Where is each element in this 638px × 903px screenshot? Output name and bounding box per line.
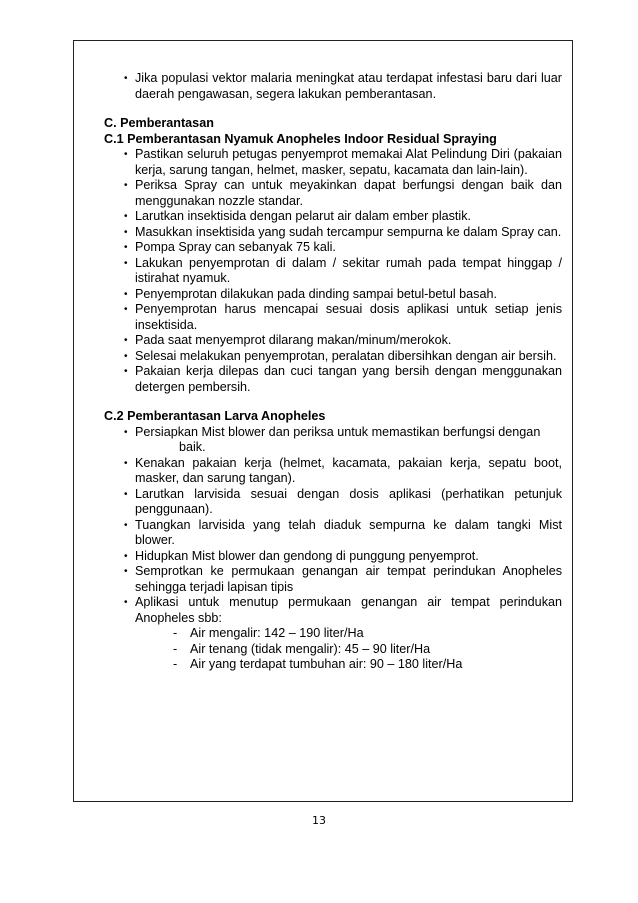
bullet-icon: • [124,550,128,562]
bullet-icon: • [124,597,128,608]
list-item: • Pakaian kerja dilepas dan cuci tangan yang bersih dengan menggunakan detergen pembersih. [124,364,562,394]
list-item: • Lakukan penyemprotan di dalam / sekitar rumah pada tempat hinggap / istirahat nyamuk. [124,255,562,285]
list-item: • Persiapkan Mist blower dan periksa untuk memastikan berfungsi dengan baik. [124,424,541,454]
spacer [104,395,562,409]
spacer [104,102,562,116]
dash-icon: - [173,641,178,656]
list-item: • Pada saat menyemprot dilarang makan/minum/merokok. [124,333,452,347]
dosage-item: - Air yang terdapat tumbuhan air: 90 – 180 liter/Ha [173,657,463,671]
section-c-heading: C. Pemberantasan [104,116,214,130]
list-item: • Kenakan pakaian kerja (helmet, kacamata, pakaian kerja, sepatu boot, masker, dan sarung tangan). [124,455,562,485]
list-item: • Larutkan larvisida sesuai dengan dosis aplikasi (perhatikan petunjuk penggunaan). [124,486,562,516]
section-c1-heading: C.1 Pemberantasan Nyamuk Anopheles Indoor Residual Spraying [104,131,497,146]
document-body [104,71,562,673]
bullet-icon: • [124,519,128,531]
list-item: • Selesai melakukan penyemprotan, peralatan dibersihkan dengan air bersih. [124,348,557,363]
bullet-icon: • [124,73,128,84]
section-c2-heading: C.2 Pemberantasan Larva Anopheles [104,409,326,423]
list-item: • Penyemprotan dilakukan pada dinding sampai betul-betul basah. [124,286,497,301]
dosage-item: - Air mengalir: 142 – 190 liter/Ha [173,626,364,640]
bullet-icon: • [124,304,128,315]
intro-list [104,71,562,102]
list-item: • Aplikasi untuk menutup permukaan genangan air tempat perindukan Anopheles sbb: [124,595,562,625]
bullet-icon: • [124,180,128,191]
bullet-icon: • [124,488,128,500]
bullet-icon: • [124,211,128,222]
bullet-icon: • [124,426,128,438]
list-item: • Periksa Spray can untuk meyakinkan dapat berfungsi dengan baik dan menggunakan nozzle standar. [124,178,562,208]
bullet-icon: • [124,149,128,160]
dosage-item: - Air tenang (tidak mengalir): 45 – 90 liter/Ha [173,641,431,656]
c1-list [104,147,562,395]
bullet-icon: • [124,457,128,469]
list-item: • Jika populasi vektor malaria meningkat atau terdapat infestasi baru dari luar daerah pengawasan, segera lakukan pemberantasan. [124,71,562,101]
list-item: • Pastikan seluruh petugas penyemprot memakai Alat Pelindung Diri (pakaian kerja, sarung tangan, helmet, masker, sepatu, kacamata dan lain-lain). [124,147,562,177]
bullet-icon: • [124,226,128,238]
bullet-icon: • [124,257,128,269]
bullet-icon: • [124,288,128,300]
list-item: • Penyemprotan harus mencapai sesuai dosis aplikasi untuk setiap jenis insektisida. [124,302,562,332]
list-item: • Pompa Spray can sebanyak 75 kali. [124,240,336,254]
list-item: • Tuangkan larvisida yang telah diaduk sempurna ke dalam tangki Mist blower. [124,517,562,547]
c2-list [104,425,562,627]
dosage-list [104,626,562,673]
bullet-icon: • [124,566,128,577]
bullet-icon: • [124,350,128,362]
list-item: • Larutkan insektisida dengan pelarut air dalam ember plastik. [124,209,472,223]
dash-icon: - [173,626,178,640]
bullet-icon: • [124,335,128,346]
page-number: 13 [312,814,326,827]
bullet-icon: • [124,242,128,253]
dash-icon: - [173,657,178,671]
list-item: • Masukkan insektisida yang sudah tercampur sempurna ke dalam Spray can. [124,224,562,239]
bullet-icon: • [124,366,128,377]
list-item: • Hidupkan Mist blower dan gendong di punggung penyemprot. [124,548,479,563]
list-item: • Semprotkan ke permukaan genangan air tempat perindukan Anopheles sehingga terjadi lapisan tipis [124,564,562,594]
